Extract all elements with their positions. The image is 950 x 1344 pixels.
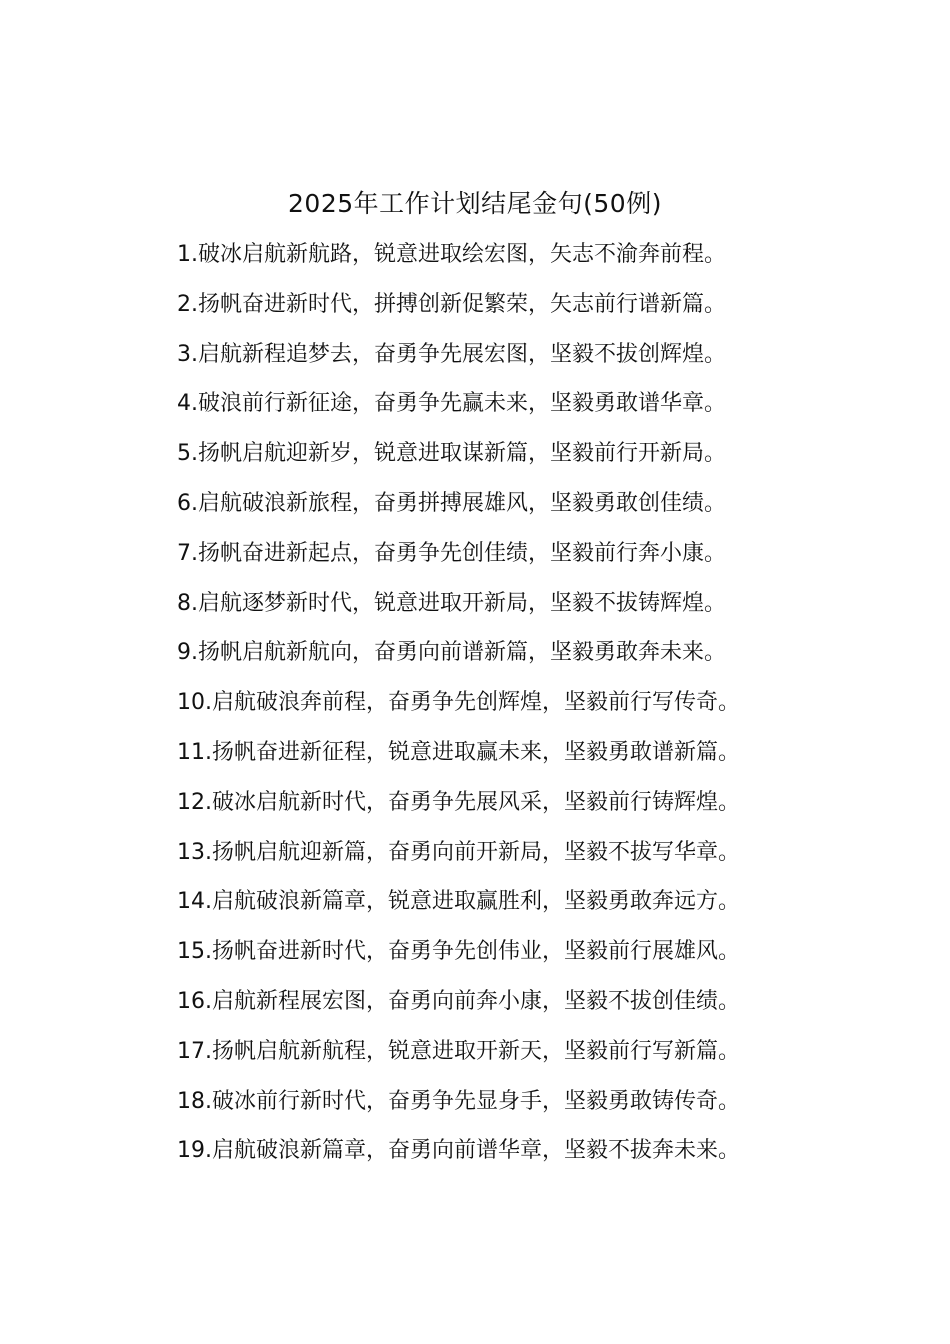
list-item: 5.扬帆启航迎新岁，锐意进取谋新篇，坚毅前行开新局。 [177,441,726,467]
list-item: 6.启航破浪新旅程，奋勇拼搏展雄风，坚毅勇敢创佳绩。 [177,490,726,516]
sentence-list [177,237,740,1183]
list-item: 7.扬帆奋进新起点，奋勇争先创佳绩，坚毅前行奔小康。 [177,540,726,566]
list-item: 17.扬帆启航新航程，锐意进取开新天，坚毅前行写新篇。 [177,1038,740,1064]
list-item: 11.扬帆奋进新征程，锐意进取赢未来，坚毅勇敢谱新篇。 [177,739,740,765]
list-item: 8.启航逐梦新时代，锐意进取开新局，坚毅不拔铸辉煌。 [177,590,726,616]
list-item: 14.启航破浪新篇章，锐意进取赢胜利，坚毅勇敢奔远方。 [177,889,740,915]
document-title: 2025年工作计划结尾金句(50例) [288,189,662,218]
list-item: 16.启航新程展宏图，奋勇向前奔小康，坚毅不拔创佳绩。 [177,988,740,1014]
list-item: 3.启航新程追梦去，奋勇争先展宏图，坚毅不拔创辉煌。 [177,341,726,367]
list-item: 9.扬帆启航新航向，奋勇向前谱新篇，坚毅勇敢奔未来。 [177,640,726,666]
list-item: 15.扬帆奋进新时代，奋勇争先创伟业，坚毅前行展雄风。 [177,939,740,965]
list-item: 18.破冰前行新时代，奋勇争先显身手，坚毅勇敢铸传奇。 [177,1088,740,1114]
list-item: 13.扬帆启航迎新篇，奋勇向前开新局，坚毅不拔写华章。 [177,839,740,865]
list-item: 1.破冰启航新航路，锐意进取绘宏图，矢志不渝奔前程。 [177,242,726,267]
list-item: 4.破浪前行新征途，奋勇争先赢未来，坚毅勇敢谱华章。 [177,391,726,417]
list-item: 10.启航破浪奔前程，奋勇争先创辉煌，坚毅前行写传奇。 [177,690,740,716]
list-item: 2.扬帆奋进新时代，拼搏创新促繁荣，矢志前行谱新篇。 [177,291,726,317]
list-item: 19.启航破浪新篇章，奋勇向前谱华章，坚毅不拔奔未来。 [177,1138,740,1164]
list-item: 12.破冰启航新时代，奋勇争先展风采，坚毅前行铸辉煌。 [177,789,740,815]
